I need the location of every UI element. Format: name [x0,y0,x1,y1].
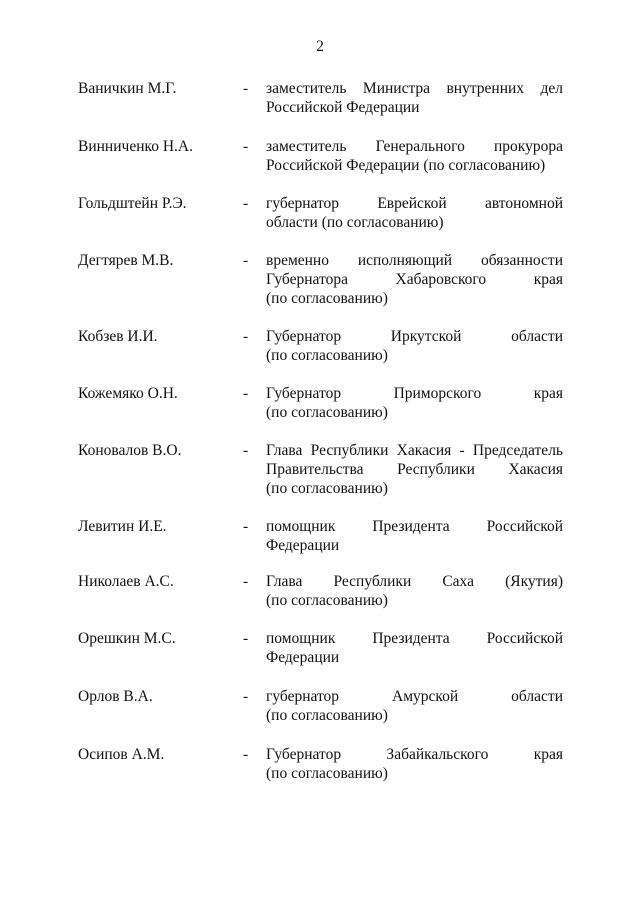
position-line: Губернатор Забайкальского края [266,746,563,763]
dash-separator: - [243,442,249,459]
member-entry [0,517,640,555]
position-line: губернатор Еврейской автономной [266,195,563,212]
member-name: Кожемяко О.Н. [78,385,178,402]
dash-separator: - [243,688,249,705]
member-name: Коновалов В.О. [78,442,182,459]
position-line: Губернатора Хабаровского края [266,271,563,288]
position-line: Губернатор Приморского края [266,385,563,402]
member-name: Николаев А.С. [78,573,174,590]
member-entry [0,572,640,610]
member-position [266,441,563,498]
dash-separator: - [243,252,249,269]
member-position [266,251,563,308]
position-line: Глава Республики Саха (Якутия) [266,573,563,590]
dash-separator: - [243,518,249,535]
position-line: Российской Федерации [266,99,420,116]
member-name: Ваничкин М.Г. [78,80,177,97]
member-name: Винниченко Н.А. [78,138,193,155]
member-name: Кобзев И.И. [78,328,158,345]
member-entry [0,327,640,365]
member-name: Осипов А.М. [78,746,165,763]
member-position [266,745,563,783]
member-entry [0,384,640,422]
position-line: помощник Президента Российской [266,630,563,647]
dash-separator: - [243,80,249,97]
member-position [266,137,563,175]
member-position [266,517,563,555]
position-line: временно исполняющий обязанности [266,252,563,269]
member-position [266,687,563,725]
member-position [266,79,563,117]
position-line: (по согласованию) [266,347,388,364]
position-line: помощник Президента Российской [266,518,563,535]
member-position [266,327,563,365]
position-line: (по согласованию) [266,592,388,609]
position-line: Губернатор Иркутской области [266,328,563,345]
dash-separator: - [243,573,249,590]
position-line: Федерации [266,537,340,554]
position-line: (по согласованию) [266,765,388,782]
member-position [266,572,563,610]
position-line: Правительства Республики Хакасия [266,461,563,478]
member-entry [0,194,640,232]
member-name: Дегтярев М.В. [78,252,174,269]
position-line: (по согласованию) [266,707,388,724]
member-entry [0,687,640,725]
dash-separator: - [243,385,249,402]
dash-separator: - [243,746,249,763]
member-entry [0,251,640,308]
position-line: (по согласованию) [266,404,388,421]
dash-separator: - [243,328,249,345]
member-name: Орешкин М.С. [78,630,176,647]
position-line: Российской Федерации (по согласованию) [266,157,546,174]
member-name: Гольдштейн Р.Э. [78,195,187,212]
member-entry [0,629,640,667]
position-line: заместитель Министра внутренних дел [266,80,563,97]
member-name: Орлов В.А. [78,688,153,705]
member-position [266,629,563,667]
member-entry [0,79,640,117]
member-entry [0,441,640,498]
position-line: Федерации [266,649,340,666]
position-line: (по согласованию) [266,290,388,307]
page-number: 2 [316,38,324,55]
position-line: Глава Республики Хакасия - Председатель [266,442,563,459]
position-line: (по согласованию) [266,480,388,497]
dash-separator: - [243,630,249,647]
position-line: области (по согласованию) [266,214,444,231]
position-line: губернатор Амурской области [266,688,563,705]
member-entry [0,137,640,175]
dash-separator: - [243,195,249,212]
dash-separator: - [243,138,249,155]
member-entry [0,745,640,783]
member-position [266,384,563,422]
member-position [266,194,563,232]
position-line: заместитель Генерального прокурора [266,138,563,155]
member-name: Левитин И.Е. [78,518,167,535]
